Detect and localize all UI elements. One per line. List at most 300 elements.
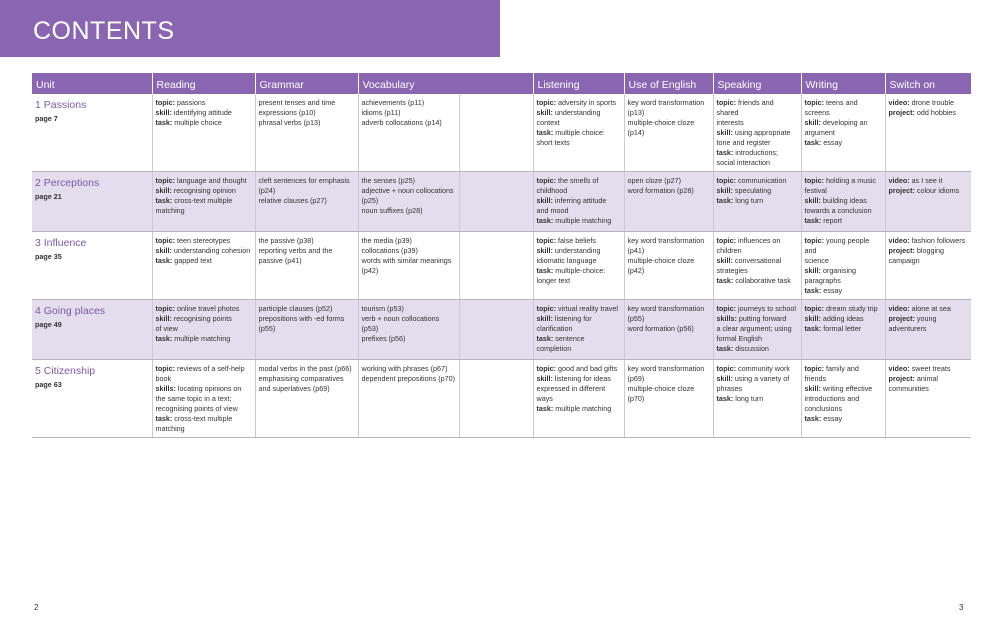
cell-label: skill:: [536, 246, 553, 255]
cell-text: teens and screens: [804, 98, 858, 117]
cell-line: [537, 314, 621, 324]
cell-line: [362, 266, 456, 276]
cell-text: animal: [914, 374, 939, 383]
cell-line: [805, 196, 882, 206]
cell-text: identifying attitude: [171, 108, 232, 117]
cell-text: noun suffixes (p28): [361, 206, 423, 215]
cell-text: social interaction: [716, 158, 771, 167]
cell-text: using appropriate: [732, 128, 791, 137]
cell-text: longer text: [536, 276, 571, 285]
cell-label: task:: [716, 276, 734, 285]
cell-line: [889, 108, 969, 118]
cell-label: skill:: [804, 118, 821, 127]
cell-text: understanding: [552, 108, 601, 117]
cell-line: [156, 404, 252, 414]
cell-text: influences on: [736, 236, 781, 245]
cell-line: [156, 384, 252, 394]
cell-text: childhood: [536, 186, 568, 195]
cell-line: [805, 216, 882, 226]
cell-text: essay: [821, 286, 843, 295]
vocabulary-cell: [358, 300, 459, 360]
cell-text: (p13): [627, 108, 645, 117]
speaking-cell: [713, 360, 801, 438]
cell-text: odd hobbies: [914, 108, 957, 117]
title-banner: [0, 0, 500, 57]
cell-label: skill:: [804, 196, 821, 205]
cell-text: conversational: [732, 256, 782, 265]
listening-cell: [533, 300, 624, 360]
cell-line: [889, 246, 969, 256]
cell-text: towards a conclusion: [804, 206, 872, 215]
cell-line: [537, 128, 621, 138]
cell-text: book: [155, 374, 172, 383]
cell-text: adventurers: [888, 324, 927, 333]
cell-line: [805, 176, 882, 186]
cell-text: expressions (p10): [258, 108, 316, 117]
cell-line: [537, 98, 621, 108]
cell-line: [156, 314, 252, 324]
cell-line: [628, 304, 710, 314]
cell-text: blogging: [914, 246, 945, 255]
unit-cell: [32, 300, 152, 360]
cell-text: children: [716, 246, 742, 255]
cell-text: young: [914, 314, 937, 323]
cell-label: skill:: [155, 186, 172, 195]
cell-text: fashion followers: [909, 236, 966, 245]
cell-line: [889, 304, 969, 314]
switch-on-cell: [885, 360, 971, 438]
cell-label: task:: [804, 414, 822, 423]
cell-text: long turn: [733, 394, 764, 403]
cell-line: [628, 236, 710, 246]
cell-line: [259, 304, 355, 314]
writing-cell: [801, 232, 885, 300]
cell-text: festival: [804, 186, 827, 195]
cell-line: [537, 256, 621, 266]
cell-text: words with similar meanings: [361, 256, 452, 265]
cell-line: [156, 394, 252, 404]
cell-line: [717, 324, 798, 334]
cell-line: [259, 314, 355, 324]
page-title: CONTENTS: [33, 17, 175, 45]
listening-cell: [533, 232, 624, 300]
use-of-english-cell: [624, 94, 713, 172]
cell-line: [628, 128, 710, 138]
cell-line: [537, 364, 621, 374]
unit-page: page 7: [35, 114, 58, 123]
cell-text: introductions and: [804, 394, 860, 403]
cell-text: prepositions with -ed forms: [258, 314, 345, 323]
cell-line: [717, 256, 798, 266]
cell-label: skill:: [716, 374, 733, 383]
use-of-english-cell: [624, 360, 713, 438]
cell-text: present tenses and time: [258, 98, 336, 107]
cell-line: [628, 314, 710, 324]
cell-text: dream study trip: [824, 304, 878, 313]
cell-text: adjective + noun collocations: [361, 186, 454, 195]
cell-line: [628, 186, 710, 196]
cell-line: [805, 404, 882, 414]
cell-label: skill:: [804, 314, 821, 323]
unit-cell: [32, 360, 152, 438]
switch-on-cell: [885, 94, 971, 172]
cell-line: [259, 324, 355, 334]
cell-line: [259, 256, 355, 266]
vocabulary-cell: [358, 360, 459, 438]
cell-line: [537, 266, 621, 276]
cell-label: skill:: [155, 314, 172, 323]
cell-text: paragraphs: [804, 276, 841, 285]
cell-label: skill:: [155, 108, 172, 117]
cell-label: project:: [888, 186, 915, 195]
cell-text: adding ideas: [820, 314, 864, 323]
cell-line: [362, 314, 456, 324]
cell-line: [537, 186, 621, 196]
vocabulary-cell: [358, 232, 459, 300]
cell-text: context: [536, 118, 560, 127]
cell-text: (p53): [361, 324, 379, 333]
cell-line: [259, 196, 355, 206]
cell-line: [362, 236, 456, 246]
cell-text: the smells of: [556, 176, 599, 185]
cell-label: topic:: [536, 236, 557, 245]
grammar-cell: [255, 232, 358, 300]
cell-text: short texts: [536, 138, 570, 147]
cell-label: project:: [888, 246, 915, 255]
cell-text: the passive (p38): [258, 236, 314, 245]
cell-line: [362, 246, 456, 256]
cell-line: [805, 206, 882, 216]
header-reading: Reading: [152, 73, 255, 94]
cell-text: recognising opinion: [171, 186, 236, 195]
unit-page: page 49: [35, 320, 62, 329]
cell-label: skills:: [155, 384, 176, 393]
cell-label: video:: [888, 364, 910, 373]
cell-text: passions: [175, 98, 206, 107]
cell-text: (p70): [627, 394, 645, 403]
writing-cell: [801, 360, 885, 438]
cell-text: tone and register: [716, 138, 771, 147]
cell-text: multiple matching: [553, 404, 612, 413]
cell-line: [717, 334, 798, 344]
cell-line: [362, 108, 456, 118]
cell-label: topic:: [155, 304, 176, 313]
cell-text: ways: [536, 394, 553, 403]
cell-text: holding a music: [824, 176, 876, 185]
cell-text: multiple-choice cloze: [627, 118, 695, 127]
cell-label: topic:: [716, 304, 737, 313]
cell-line: [537, 196, 621, 206]
table-row: [32, 360, 971, 438]
cell-text: family and friends: [804, 364, 859, 383]
cell-line: [259, 118, 355, 128]
cell-text: using a variety of: [732, 374, 790, 383]
cell-text: adverb collocations (p14): [361, 118, 442, 127]
cell-line: [259, 374, 355, 384]
cell-line: [537, 236, 621, 246]
cell-line: [362, 118, 456, 128]
cell-text: achievements (p11): [361, 98, 425, 107]
cell-text: argument: [804, 128, 835, 137]
cell-text: language and thought: [175, 176, 247, 185]
cell-line: [805, 384, 882, 394]
cell-text: introductions;: [733, 148, 779, 157]
cell-text: multiple matching: [553, 216, 612, 225]
cell-text: long turn: [733, 196, 764, 205]
vocabulary-cell: [358, 172, 459, 232]
cell-text: phrases: [716, 384, 743, 393]
cell-line: [717, 186, 798, 196]
cell-line: [889, 256, 969, 266]
cell-line: [362, 304, 456, 314]
cell-line: [717, 98, 798, 118]
cell-line: [156, 334, 252, 344]
cell-text: emphasising comparatives: [258, 374, 344, 383]
cell-line: [156, 196, 252, 206]
cell-text: organising: [820, 266, 857, 275]
cell-line: [717, 276, 798, 286]
cell-text: sweet treats: [909, 364, 951, 373]
cell-line: [717, 196, 798, 206]
reading-cell: [152, 360, 255, 438]
cell-text: formal English: [716, 334, 763, 343]
cell-line: [362, 324, 456, 334]
cell-line: [717, 158, 798, 168]
cell-text: cleft sentences for emphasis: [258, 176, 350, 185]
cell-line: [362, 364, 456, 374]
unit-cell: [32, 232, 152, 300]
cell-line: [628, 324, 710, 334]
cell-line: [717, 314, 798, 324]
header-use-of-english: Use of English: [624, 73, 713, 94]
cell-label: topic:: [804, 236, 825, 245]
use-of-english-cell: [624, 172, 713, 232]
cell-text: essay: [821, 414, 843, 423]
cell-label: task:: [536, 334, 554, 343]
header-unit: Unit: [32, 73, 152, 94]
cell-label: skill:: [716, 186, 733, 195]
cell-line: [156, 424, 252, 434]
cell-text: gapped text: [172, 256, 212, 265]
cell-text: dependent prepositions (p70): [361, 374, 456, 383]
cell-line: [805, 118, 882, 128]
cell-line: [805, 304, 882, 314]
cell-label: topic:: [536, 176, 557, 185]
cell-text: multiple-choice:: [553, 266, 606, 275]
cell-line: [717, 128, 798, 138]
cell-text: and mood: [536, 206, 569, 215]
cell-text: recognising points: [171, 314, 232, 323]
cell-line: [259, 176, 355, 186]
cell-label: task:: [716, 196, 734, 205]
cell-text: key word transformation: [627, 304, 705, 313]
cell-text: understanding cohesion: [171, 246, 251, 255]
cell-line: [889, 186, 969, 196]
cell-text: reporting verbs and the: [258, 246, 333, 255]
cell-text: online travel photos: [175, 304, 240, 313]
cell-text: friends and shared: [716, 98, 774, 117]
cell-line: [537, 374, 621, 384]
cell-label: video:: [888, 304, 910, 313]
cell-text: and superlatives (p69): [258, 384, 330, 393]
cell-label: task:: [804, 324, 822, 333]
unit-page: page 21: [35, 192, 62, 201]
cell-line: [156, 98, 252, 108]
use-of-english-cell: [624, 232, 713, 300]
cell-text: key word transformation: [627, 364, 705, 373]
cell-text: idioms (p11): [361, 108, 401, 117]
cell-text: cross-text multiple: [172, 414, 233, 423]
speaking-cell: [713, 172, 801, 232]
cell-line: [805, 236, 882, 256]
cell-line: [889, 384, 969, 394]
cell-line: [362, 206, 456, 216]
cell-line: [537, 138, 621, 148]
cell-label: skill:: [716, 256, 733, 265]
cell-label: task:: [155, 414, 173, 423]
cell-label: task:: [155, 334, 173, 343]
cell-line: [537, 334, 621, 354]
cell-text: good and bad gifts: [556, 364, 618, 373]
cell-text: working with phrases (p67): [361, 364, 448, 373]
cell-text: (p42): [627, 266, 645, 275]
writing-cell: [801, 172, 885, 232]
cell-text: community work: [736, 364, 790, 373]
unit-name: 3 Influence: [35, 237, 87, 249]
switch-on-cell: [885, 172, 971, 232]
cell-text: drone trouble: [909, 98, 955, 107]
writing-cell: [801, 300, 885, 360]
cell-line: [537, 404, 621, 414]
cell-line: [259, 98, 355, 108]
cell-text: as I see it: [909, 176, 943, 185]
cell-line: [156, 206, 252, 216]
cell-text: young people and: [804, 236, 870, 255]
cell-text: (p41): [627, 246, 645, 255]
cell-line: [889, 314, 969, 324]
reading-cell: [152, 172, 255, 232]
use-of-english-cell: [624, 300, 713, 360]
cell-text: campaign: [888, 256, 920, 265]
cell-text: discussion: [733, 344, 769, 353]
header-writing: Writing: [801, 73, 885, 94]
cell-text: locating opinions on: [175, 384, 242, 393]
cell-line: [889, 364, 969, 374]
cell-line: [537, 206, 621, 216]
cell-line: [537, 304, 621, 314]
listening-cell: [533, 172, 624, 232]
cell-line: [717, 364, 798, 374]
header-vocabulary: Vocabulary: [358, 73, 459, 94]
cell-text: key word transformation: [627, 98, 705, 107]
cell-label: skill:: [536, 374, 553, 383]
cell-line: [156, 236, 252, 246]
cell-text: developing an: [820, 118, 868, 127]
page-number-left: 2: [34, 603, 39, 612]
cell-line: [156, 256, 252, 266]
cell-line: [628, 364, 710, 374]
cell-line: [805, 314, 882, 324]
cell-line: [537, 108, 621, 118]
cell-line: [156, 364, 252, 374]
cell-text: cross-text multiple: [172, 196, 233, 205]
cell-label: topic:: [804, 304, 825, 313]
cell-line: [805, 256, 882, 266]
cell-text: the senses (p25): [361, 176, 416, 185]
cell-line: [805, 128, 882, 138]
header-row: [32, 73, 971, 94]
cell-label: project:: [888, 314, 915, 323]
reading-cell: [152, 300, 255, 360]
cell-text: conclusions: [804, 404, 843, 413]
cell-text: multiple matching: [172, 334, 231, 343]
cell-line: [628, 256, 710, 266]
cell-label: topic:: [804, 176, 825, 185]
blank-cell: [459, 300, 533, 360]
cell-text: (p24): [258, 186, 276, 195]
cell-label: task:: [536, 216, 554, 225]
cell-text: adversity in sports: [556, 98, 616, 107]
vocabulary-cell: [358, 94, 459, 172]
cell-label: task:: [155, 118, 173, 127]
cell-label: task:: [804, 286, 822, 295]
cell-label: video:: [888, 236, 910, 245]
cell-line: [717, 384, 798, 394]
cell-label: task:: [716, 394, 734, 403]
listening-cell: [533, 360, 624, 438]
cell-line: [537, 118, 621, 128]
cell-line: [805, 138, 882, 148]
cell-text: (p14): [627, 128, 645, 137]
cell-label: task:: [536, 404, 554, 413]
cell-label: topic:: [716, 364, 737, 373]
speaking-cell: [713, 300, 801, 360]
cell-line: [717, 246, 798, 256]
cell-line: [717, 394, 798, 404]
cell-line: [628, 384, 710, 394]
cell-text: matching: [155, 206, 185, 215]
cell-line: [805, 414, 882, 424]
cell-text: inferring attitude: [552, 196, 607, 205]
blank-cell: [459, 360, 533, 438]
cell-text: multiple choice: [172, 118, 222, 127]
cell-text: (p42): [361, 266, 379, 275]
writing-cell: [801, 94, 885, 172]
cell-line: [537, 246, 621, 256]
cell-text: relative clauses (p27): [258, 196, 327, 205]
cell-label: project:: [888, 108, 915, 117]
cell-line: [537, 394, 621, 404]
cell-label: topic:: [155, 98, 176, 107]
cell-label: task:: [804, 138, 822, 147]
cell-line: [805, 98, 882, 118]
cell-line: [717, 344, 798, 354]
speaking-cell: [713, 94, 801, 172]
cell-label: skill:: [804, 384, 821, 393]
cell-text: the media (p39): [361, 236, 412, 245]
blank-cell: [459, 232, 533, 300]
cell-line: [537, 216, 621, 226]
cell-line: [628, 374, 710, 384]
unit-name: 5 Citizenship: [35, 365, 96, 377]
cell-label: topic:: [155, 364, 176, 373]
cell-line: [362, 176, 456, 186]
cell-line: [628, 98, 710, 108]
cell-label: topic:: [536, 304, 557, 313]
blank-cell: [459, 172, 533, 232]
cell-label: skill:: [536, 196, 553, 205]
cell-text: essay: [821, 138, 843, 147]
